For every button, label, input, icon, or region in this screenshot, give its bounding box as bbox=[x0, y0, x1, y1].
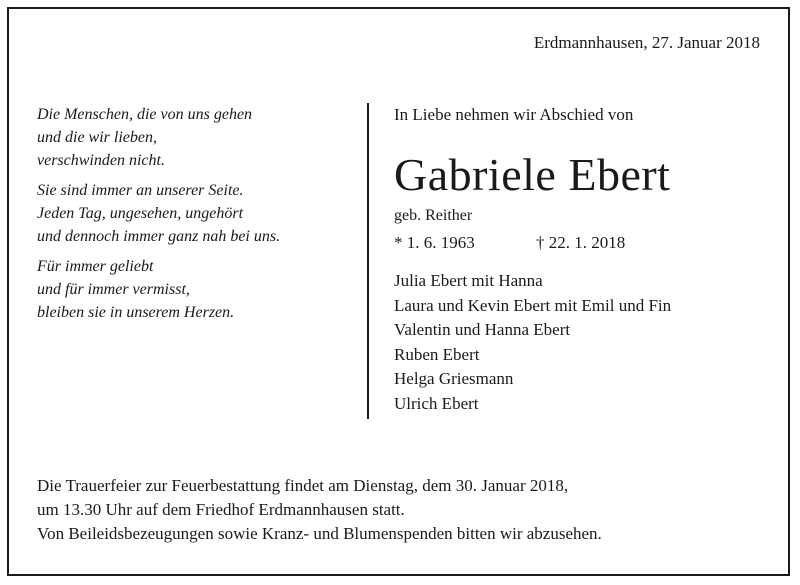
mourners-list bbox=[394, 269, 774, 416]
poem-stanza bbox=[37, 255, 362, 324]
place-date: Erdmannhausen, 27. Januar 2018 bbox=[533, 33, 760, 52]
poem-line: bleiben sie in unserem Herzen. bbox=[37, 304, 235, 321]
mourner: Ruben Ebert bbox=[394, 344, 480, 364]
poem-stanza bbox=[37, 179, 362, 248]
deceased-name: Gabriele Ebert bbox=[394, 149, 671, 200]
funeral-info-line: Die Trauerfeier zur Feuerbestattung findet am Dienstag, dem 30. Januar 2018, bbox=[37, 476, 569, 495]
poem-line: Die Menschen, die von uns gehen bbox=[37, 106, 253, 123]
mourner: Valentin und Hanna Ebert bbox=[394, 320, 571, 339]
poem-line: Für immer geliebt bbox=[37, 258, 154, 275]
mourner: Ulrich Ebert bbox=[394, 393, 479, 413]
funeral-info-line: Von Beileidsbezeugungen sowie Kranz- und Blumenspenden bitten wir abzusehen. bbox=[37, 524, 602, 543]
poem-line: und dennoch immer ganz nah bei uns. bbox=[37, 228, 281, 245]
poem bbox=[37, 103, 362, 331]
poem-line: und die wir lieben, bbox=[37, 129, 157, 146]
poem-line: und für immer vermisst, bbox=[37, 281, 190, 298]
mourner: Laura und Kevin Ebert mit Emil und Fin bbox=[394, 295, 672, 315]
funeral-info bbox=[37, 474, 777, 546]
mourner: Julia Ebert mit Hanna bbox=[394, 271, 543, 290]
intro-text: In Liebe nehmen wir Abschied von bbox=[394, 105, 634, 124]
mourner: Helga Griesmann bbox=[394, 369, 514, 388]
poem-line: Sie sind immer an unserer Seite. bbox=[37, 182, 244, 199]
vertical-divider bbox=[367, 103, 369, 419]
poem-line: Jeden Tag, ungesehen, ungehört bbox=[37, 205, 244, 222]
announcement bbox=[394, 103, 774, 416]
death-date: † 22. 1. 2018 bbox=[536, 233, 626, 252]
maiden-name: geb. Reither bbox=[394, 207, 473, 224]
life-dates bbox=[394, 233, 774, 253]
poem-line: verschwinden nicht. bbox=[37, 152, 165, 169]
poem-stanza bbox=[37, 103, 362, 172]
funeral-info-line: um 13.30 Uhr auf dem Friedhof Erdmannhausen statt. bbox=[37, 500, 405, 519]
birth-date: * 1. 6. 1963 bbox=[394, 233, 475, 252]
